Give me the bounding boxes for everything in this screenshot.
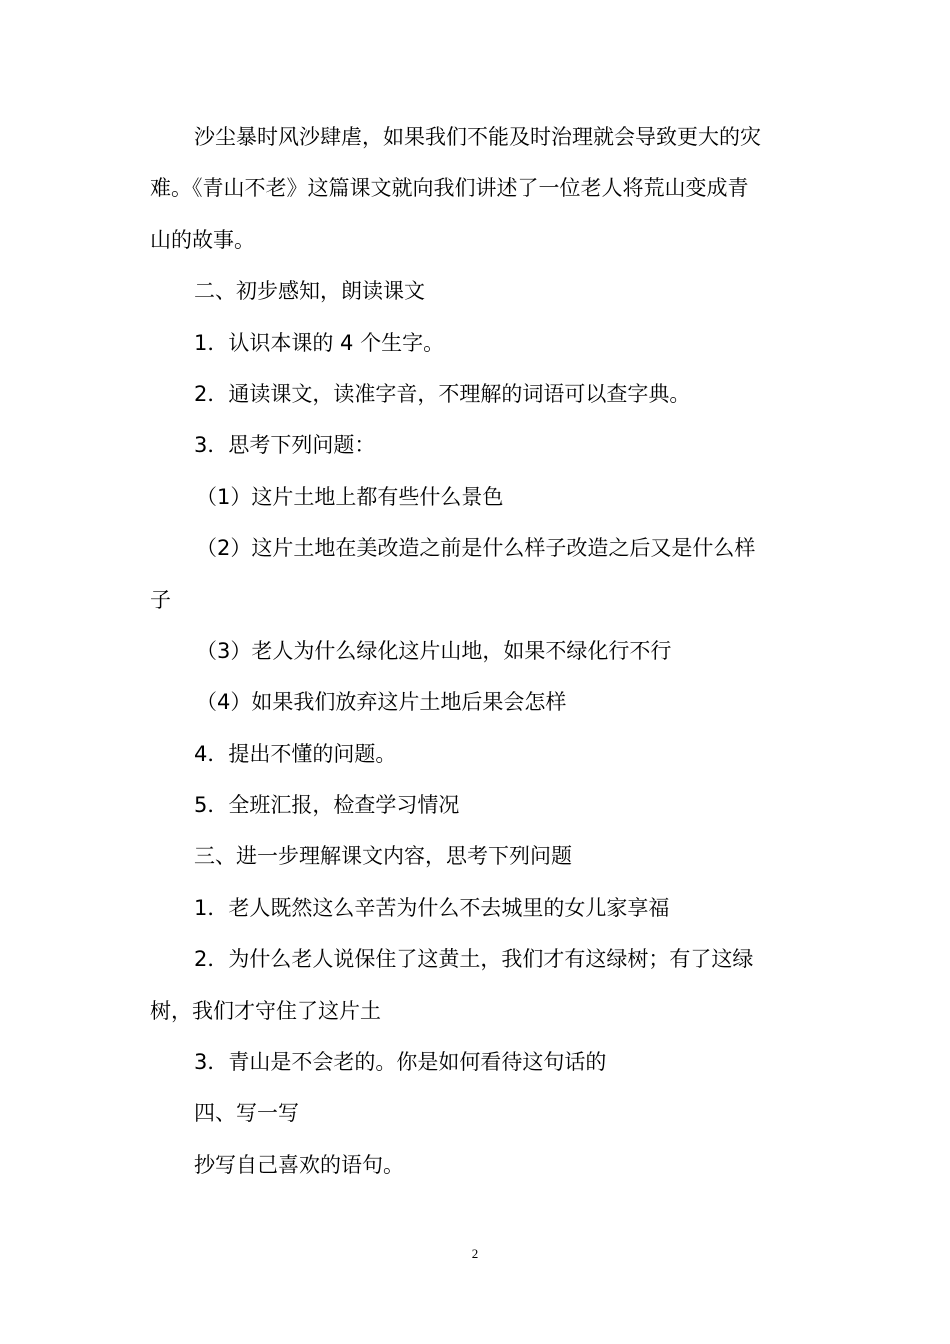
page-number: 2 — [471, 1246, 479, 1261]
question-item-4: （4）如果我们放弃这片土地后果会怎样 — [196, 690, 567, 715]
paragraph-line-intro-1: 沙尘暴时风沙肆虐，如果我们不能及时治理就会导致更大的灾 — [194, 125, 761, 149]
list-item-2-1: 1．认识本课的 4 个生字。 — [194, 330, 445, 355]
list-item-3-2-continued: 树，我们才守住了这片土 — [150, 998, 381, 1023]
section-4-text: 抄写自己喜欢的语句。 — [194, 1152, 404, 1177]
paragraph-line-intro-2: 难。《青山不老》这篇课文就向我们讲述了一位老人将荒山变成青 — [150, 176, 749, 201]
list-item-3-3: 3．青山是不会老的。你是如何看待这句话的 — [194, 1050, 607, 1075]
section-heading-3: 三、进一步理解课文内容，思考下列问题 — [194, 844, 572, 869]
document-body — [150, 112, 800, 1191]
list-item-3-2: 2．为什么老人说保住了这黄土，我们才有这绿树；有了这绿 — [194, 947, 754, 972]
question-item-2-continued: 子 — [150, 587, 171, 612]
list-item-2-3: 3．思考下列问题： — [194, 433, 376, 458]
paragraph-line-intro-3: 山的故事。 — [150, 227, 255, 252]
question-item-3: （3）老人为什么绿化这片山地，如果不绿化行不行 — [196, 638, 672, 663]
list-item-3-1: 1．老人既然这么辛苦为什么不去城里的女儿家享福 — [194, 895, 670, 920]
question-item-1: （1）这片土地上都有些什么景色 — [196, 484, 504, 509]
list-item-2-4: 4．提出不懂的问题。 — [194, 741, 397, 766]
list-item-2-2: 2．通读课文，读准字音，不理解的词语可以查字典。 — [194, 381, 691, 406]
question-item-2: （2）这片土地在美改造之前是什么样子改造之后又是什么样 — [196, 536, 756, 561]
section-heading-4: 四、写一写 — [194, 1101, 299, 1126]
section-heading-2: 二、初步感知，朗读课文 — [194, 279, 425, 304]
list-item-2-5: 5．全班汇报，检查学习情况 — [194, 793, 460, 818]
